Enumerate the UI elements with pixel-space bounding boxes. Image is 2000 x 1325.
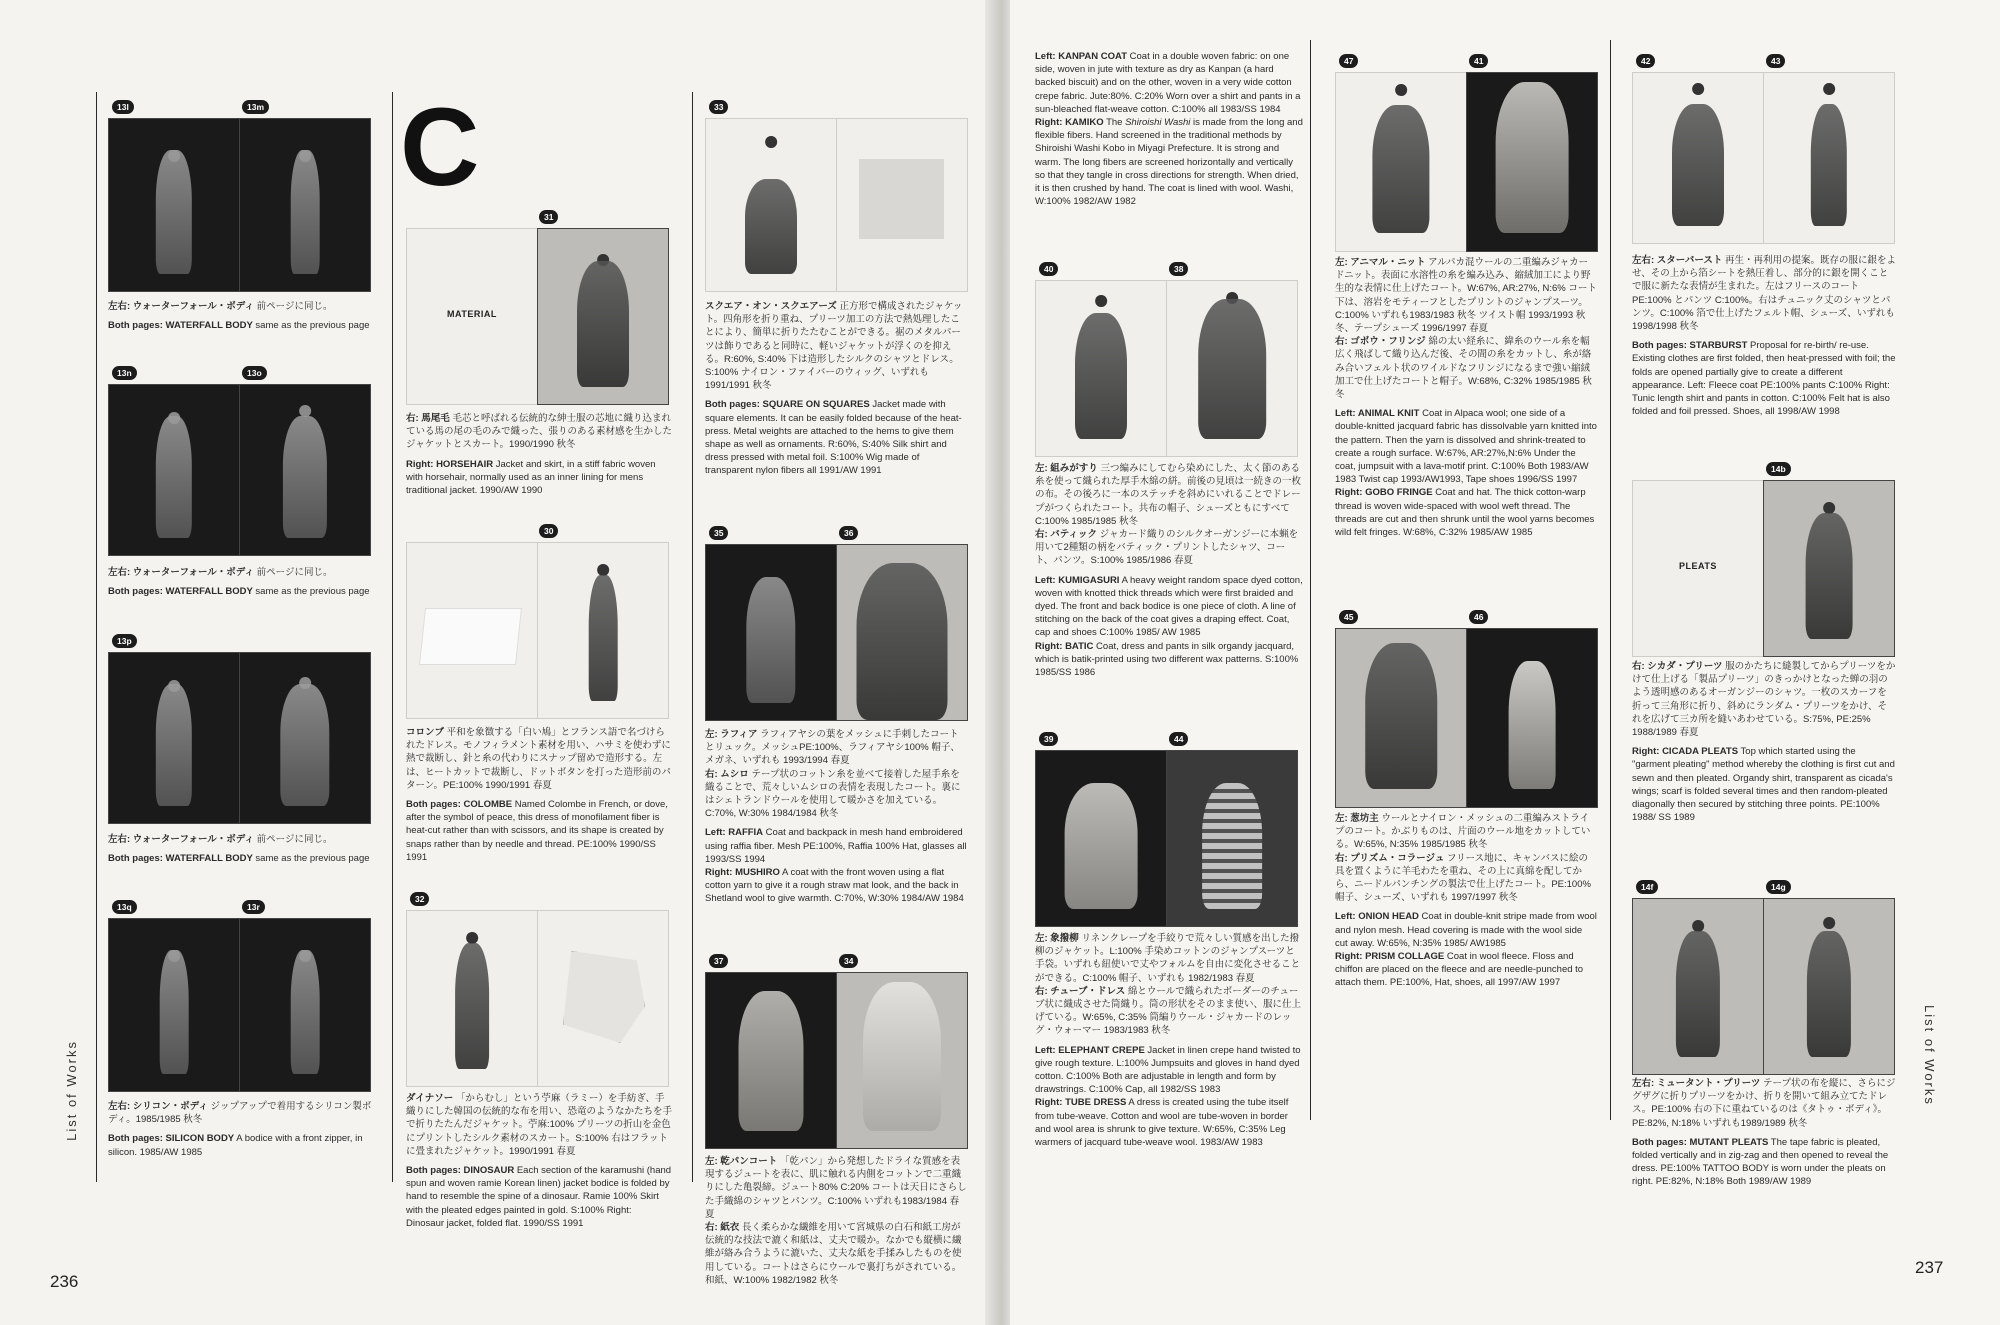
column-rule [392, 92, 393, 1182]
photo [705, 972, 837, 1149]
photo [1166, 280, 1298, 457]
photo [705, 544, 837, 721]
photo [406, 228, 538, 405]
figure-number: 41 [1469, 54, 1488, 68]
photo [836, 544, 968, 721]
photo [836, 118, 968, 292]
caption: 左右: シリコン・ボディ ジップアップで着用するシリコン製ボディ。1985/1985 秋冬 Both pages: SILICON BODY A bodice with a front zipper, in silicon. 1985/AW 1985 [108, 1101, 372, 1158]
section-letter: C [400, 86, 476, 209]
caption: 左: 葱坊主 ウールとナイロン・メッシュの二重編みストライプのコート。かぶりものは、片面のウール地をカットしている。W:65%, N:35% 1985/1985 秋冬 右: プリズム・コラージュ フリース地に、キャンバスに絵の具を置くように羊毛わたを重ね、その上に真綿を配してから、ニードルパンチングの製法で仕上げたコート。PE:100% 帽子、シューズ、いずれも 1997/1997 秋冬 Left: ONION HEAD Coat in double-knit stripe made from wool and nylon mesh. Head covering is made with the wool side cut away. W:65%, N:35% 1985/ AW1985 Right: PRISM COLLAGE Coat in wool fleece. Floss and chiffon are placed on the fleece and are needle-punched to attach them. PE:100%, Hat, shoes, all 1997/AW 1997 [1335, 813, 1597, 989]
photo [537, 542, 669, 719]
photo [108, 918, 240, 1092]
pleats-label: PLEATS [1679, 561, 1717, 571]
column-rule [96, 92, 97, 1182]
caption: 左右: ウォーターフォール・ボディ 前ページに同じ。 Both pages: WATERFALL BODY same as the previous page [108, 834, 370, 865]
figure-number: 13o [242, 366, 267, 380]
figure-number: 13q [112, 900, 137, 914]
page-number: 236 [50, 1272, 79, 1291]
figure-number: 47 [1339, 54, 1358, 68]
figure-number: 30 [539, 524, 558, 538]
figure-number: 43 [1766, 54, 1785, 68]
figure-number: 37 [709, 954, 728, 968]
figure-number: 34 [839, 954, 858, 968]
photo [406, 910, 538, 1087]
figure-number: 13n [112, 366, 137, 380]
caption: ダイナソー 「からむし」という苧麻（ラミー）を手紡ぎ、手織りにした韓国の伝統的な布を用い、恐竜のようなかたちを手で折りたたんだジャケット。苧麻:100% プリーツの折山を金色にプリントしたシルク素材のスカート。S:100% 右はフラットに畳まれたジャケット。1990/1991 春夏 Both pages: DINOSAUR Each section of the karamushi (hand spun and woven ramie Korean linen) jacket bodice is folded by hand to resemble the spine of a dinosaur. Ramie 100% Skirt with the pleated edges painted in gold. S:100% Right: Dinosaur jacket, folded flat. 1990/SS 1991 [406, 1093, 673, 1229]
material-label: MATERIAL [447, 309, 497, 319]
caption: 左右: ミュータント・プリーツ テープ状の布を縦に、さらにジグザグに折りプリーツをかけ、折りを開いて組み立てたドレス。PE:100% 右の下に重ねているのは《タトゥ・ボディ》。PE:82%, N:18% いずれも1989/1989 秋冬 Both pages: MUTANT PLEATS The tape fabric is pleated, folded vertically and in zig-zag and then opened to reveal the dress. PE:100% TATTOO BODY is worn under the pleats on right. PE:82%, N:18% Both 1989/AW 1989 [1632, 1078, 1896, 1188]
caption: 左右: ウォーターフォール・ボディ 前ページに同じ。 Both pages: WATERFALL BODY same as the previous page [108, 567, 370, 598]
photo [537, 228, 669, 405]
photo [1335, 628, 1467, 808]
figure-number: 14g [1766, 880, 1791, 894]
photo [1632, 480, 1764, 657]
figure-number: 46 [1469, 610, 1488, 624]
side-label: List of Works [1922, 1005, 1937, 1106]
caption: 左右: スターバースト 再生・再利用の提案。既存の服に銀をよせ、その上から箔シートを熱圧着し、部分的に銀を開くことで服に新たな表情が生まれた。左はフリースのコート PE:100% とパンツ C:100%。右はチュニック丈のシャツとパンツ。C:100% 箔で仕上げたフェルト帽、シューズ、いずれも 1998/1998 秋冬 Both pages: STARBURST Proposal for re-birth/ re-use. Existing clothes are first folded, then heat-pressed with foil; the folds are opened partially give to create a different appearance. Left: Fleece coat PE:100% pants C:100% Right: Tunic length shirt and pants in cotton. C:100% Felt hat is also folded and foil pressed. Shoes, all 1998/AW 1998 [1632, 255, 1896, 418]
figure-number: 33 [709, 100, 728, 114]
photo [108, 652, 240, 824]
figure-number: 32 [410, 892, 429, 906]
column-rule [1610, 40, 1611, 1120]
photo [406, 542, 538, 719]
column-rule [692, 92, 693, 1182]
photo [1035, 280, 1167, 457]
figure-number: 36 [839, 526, 858, 540]
caption: 左: 象撥柳 リネンクレープを手絞りで荒々しい質感を出した撥柳のジャケット。L:100% 手染めコットンのジャンプスーツと手袋。いずれも紐使いで丈やフォルムを自由に変化させることができる。C:100% 帽子、いずれも 1982/1983 春夏 右: チューブ・ドレス 綿とウールで織られたボーダーのチューブ状に織成させた筒織り。筒の形状をそのまま使い、服に仕上げている。W:65%, C:35% 筒編りウール・ジャカードのレッグ・ウォーマー 1983/1983 秋冬 Left: ELEPHANT CREPE Jacket in linen crepe hand twisted to give rough texture. L:100% Jumpsuits and gloves in hand dyed cotton. C:100% Both are adjustable in length and form by drawstrings. C:100% Cap, all 1982/SS 1983 Right: TUBE DRESS A dress is created using the tube itself from tube-weave. Cotton and wool are tube-woven in border and wool area is shrunk to give texture. W:65%, C:35% Leg warmers of jacquard tube-weave wool. 1983/AW 1983 [1035, 933, 1302, 1149]
left-page [0, 0, 990, 1325]
right-page [1010, 0, 2000, 1325]
figure-number: 38 [1169, 262, 1188, 276]
figure-number: 39 [1039, 732, 1058, 746]
photo [705, 118, 837, 292]
figure-number: 35 [709, 526, 728, 540]
column-rule [1310, 40, 1311, 1120]
figure-number: 13m [242, 100, 269, 114]
caption: 左: 乾パンコート 「乾パン」から発想したドライな質感を表現するジュートを表に、肌に触れる内側をコットンで二重織りにした亀裂締。ジュート80% C:20% コートは天日にさらした手織綿のシャツとパンツ。C:100% いずれも1983/1984 春夏 右: 紙衣 長く柔らかな繊維を用いて宮城県の白石和紙工房が伝統的な技法で漉く和紙は、丈夫で暖か。なかでも縦横に繊維が絡み合うように漉いた、丈夫な紙を手揉みしたものを使用している。コートはさらにウールで裏打ちがされている。和紙、W:100% 1982/1982 秋冬 [705, 1156, 967, 1286]
caption: Left: KANPAN COAT Coat in a double woven fabric: on one side, woven in jute with texture as dry as Kanpan (a hard backed biscuit) and on the other, woven in a very wide cotton crepe fabric. Jute:80%. C:20% Worn over a shirt and pants in a sun-bleached flat-weave cotton. C:100% all 1983/SS 1984 Right: KAMIKO The Shiroishi Washi is made from the long and flexible fibers. Hand screened in the traditional methods by Shiroishi Washi Kobo in Miyagi Prefecture. It is strong and warm. The long fibers are screened horizontally and vertically so that they tangle in cross directions for strength. When dried, it is then crushed by hand. The coat is lined with wool. Washi, W:100% 1982/AW 1982 [1035, 51, 1303, 208]
caption: 左: アニマル・ニット アルパカ混ウールの二重編みジャカードニット。表面に水溶性の糸を編み込み、縮絨加工により野生的な表情に仕上げたコート。W:67%, AR:27%, N:6% コート下は、溶岩をモティーフとしたプリントのジャンプスーツ。C:100% いずれも1983/1983 秋冬 ツイスト帽 1993/1993 秋冬、テープシューズ 1996/1997 春夏 右: ゴボウ・フリンジ 綿の太い経糸に、緯糸のウール糸を幅広く飛ばして織り込んだ後、その間の糸をカットし、糸が絡み合いフェルト状のワイルドなフリンジになるまで強い縮絨加工で仕上げたコートと帽子。W:68%, C:32% 1985/1985 秋冬 Left: ANIMAL KNIT Coat in Alpaca wool; one side of a double-knitted jacquard fabric has dissolvable yarn knitted into the pattern. Then the yarn is dissolved and shrink-treated to create a rough surface. W:67%, AR:27%,N:6% Under the coat, jumpsuit with a lava-motif print. C:100% Both 1983/AW 1983 Twist cap 1993/AW1993, Tape shoes 1996/SS 1997 Right: GOBO FRINGE Coat and hat. The thick cotton-warp thread is woven wide-spaced with wool weft thread. The threads are cut and then shrunk until the wool yarns becomes wild felt fringes. W:68%, C:32% 1985/AW 1985 [1335, 257, 1597, 539]
photo [1763, 898, 1895, 1075]
photo [836, 972, 968, 1149]
photo [1763, 72, 1895, 244]
figure-number: 45 [1339, 610, 1358, 624]
photo [537, 910, 669, 1087]
figure-number: 13r [242, 900, 265, 914]
photo [1035, 750, 1167, 927]
figure-number: 44 [1169, 732, 1188, 746]
figure-number: 13p [112, 634, 137, 648]
caption: コロンブ 平和を象徴する「白い鳩」とフランス語で名づけられたドレス。モノフィラメント素材を用い、ハサミを使わずに熱で裁断し、針と糸の代わりにスナップ留めで造形する。左は、ヒートカットで裁断し、ドットボタンを打った造形前のパターン。PE:100% 1990/1991 春夏 Both pages: COLOMBE Named Colombe in French, or dove, after the symbol of peace, this dress of monofilament fiber is heat-cut rather than with scissors, and its shape is created by snaps rather than by needle and thread. PE:100% 1990/SS 1991 [406, 727, 671, 863]
side-label: List of Works [64, 1040, 79, 1141]
photo [1335, 72, 1467, 252]
page-number: 237 [1915, 1258, 1944, 1277]
photo [1466, 72, 1598, 252]
photo [108, 118, 240, 292]
photo [1632, 898, 1764, 1075]
photo [1166, 750, 1298, 927]
photo [1466, 628, 1598, 808]
figure-number: 14f [1636, 880, 1658, 894]
caption: スクエア・オン・スクエアーズ 正方形で構成されたジャケット。四角形を折り重ね、プリーツ加工の方法で熱処理したことにより、簡単に折りたたむことができる。裾のメタルパーツは飾りであると同時に、軽いジャケットが浮くのを抑える。R:60%, S:40% 下は造形したシルクのシャツとドレス。S:100% ナイロン・ファイバーのウィッグ、いずれも 1991/1991 秋冬 Both pages: SQUARE ON SQUARES Jacket made with square elements. It can be easily folded because of the heat-press. Metal weights are attached to the hems to give them shape as well as ornaments. R:60%, S:40% Silk shirt and dress pressed with metal foil. S:100% Wig made of transparent nylon fibers all 1991/AW 1991 [705, 301, 963, 477]
photo [1763, 480, 1895, 657]
photo [239, 118, 371, 292]
photo [239, 652, 371, 824]
caption: 左: 組みがすり 三つ編みにしてむら染めにした、太く節のある糸を使って織られた厚手木綿の絣。前後の見頃は一続きの一枚の布。その後ろに一本のステッチを斜めにいれることでドレープがつくられたコート。共布の帽子、シューズともにすべて C:100% 1985/1985 秋冬 右: バティック ジャカード織りのシルクオーガンジーに本蝋を用いて2種類の柄をバティック・プリントしたシャツ、コート、パンツ。S:100% 1985/1986 春夏 Left: KUMIGASURI A heavy weight random space dyed cotton, woven with knotted thick threads which were first braided and dyed. The front and back bodice is one piece of cloth. A line of stitching on the back of the coat gives a draping effect. Coat, cap and shoes C:100% 1985/ AW 1985 Right: BATIC Coat, dress and pants in silk organdy jacquard, which is batik-printed using two different wax patterns. S:100% 1985/SS 1986 [1035, 463, 1303, 679]
figure-number: 31 [539, 210, 558, 224]
photo [239, 384, 371, 556]
caption: 右: シカダ・プリーツ 服のかたちに縫製してからプリーツをかけて仕上げる「製品プリーツ」のきっかけとなった蝉の羽のよう透明感のあるオーガンジーのシャツ。一枚のスカーフを折って三角形に折り、斜めにランダム・プリーツをかけ、それを広げて三カ所を縫いあわせている。S:75%, PE:25% 1988/1989 春夏 Right: CICADA PLEATS Top which started using the "garment pleating" method whereby the clothing is first cut and sewn and then pleated. Organdy shirt, transparent as cicada's wings; scarf is folded several times and then random-pleated diagonally then secured by stitching three points. PE:100% 1988/ SS 1989 [1632, 661, 1896, 824]
figure-number: 42 [1636, 54, 1655, 68]
figure-number: 40 [1039, 262, 1058, 276]
caption: 左右: ウォーターフォール・ボディ 前ページに同じ。 Both pages: WATERFALL BODY same as the previous page [108, 301, 370, 332]
photo [108, 384, 240, 556]
caption: 左: ラフィア ラフィアヤシの葉をメッシュに手刺したコートとリュック。メッシュPE:100%、ラフィアヤシ100% 帽子、メガネ、いずれも 1993/1994 春夏 右: ムシロ テープ状のコットン糸を並べて接着した屋手糸を織ることで、荒々しいムシロの表情を表現したコート。裏にはシェトランドウールを使用して暖かさを加えている。C:70%, W:30% 1984/1984 秋冬 Left: RAFFIA Coat and backpack in mesh hand embroidered using raffia fiber. Mesh PE:100%, Raffia 100% Hat, glasses all 1993/SS 1994 Right: MUSHIRO A coat with the front woven using a flat cotton yarn to give it a rough straw mat look, and the back in Shetland wool to give warmth. C:70%, W:30% 1984/AW 1984 [705, 729, 967, 905]
photo [1632, 72, 1764, 244]
figure-number: 13l [112, 100, 134, 114]
photo [239, 918, 371, 1092]
caption: 右: 馬尾毛 毛芯と呼ばれる伝統的な紳士服の芯地に織り込まれている馬の尾の毛のみで織った、張りのある素材感を生かしたジャケットとスカート。1990/1990 秋冬 Right: HORSEHAIR Jacket and skirt, in a stiff fabric woven with horsehair, normally used as an inner lining for mens traditional jacket. 1990/AW 1990 [406, 413, 673, 497]
figure-number: 14b [1766, 462, 1791, 476]
